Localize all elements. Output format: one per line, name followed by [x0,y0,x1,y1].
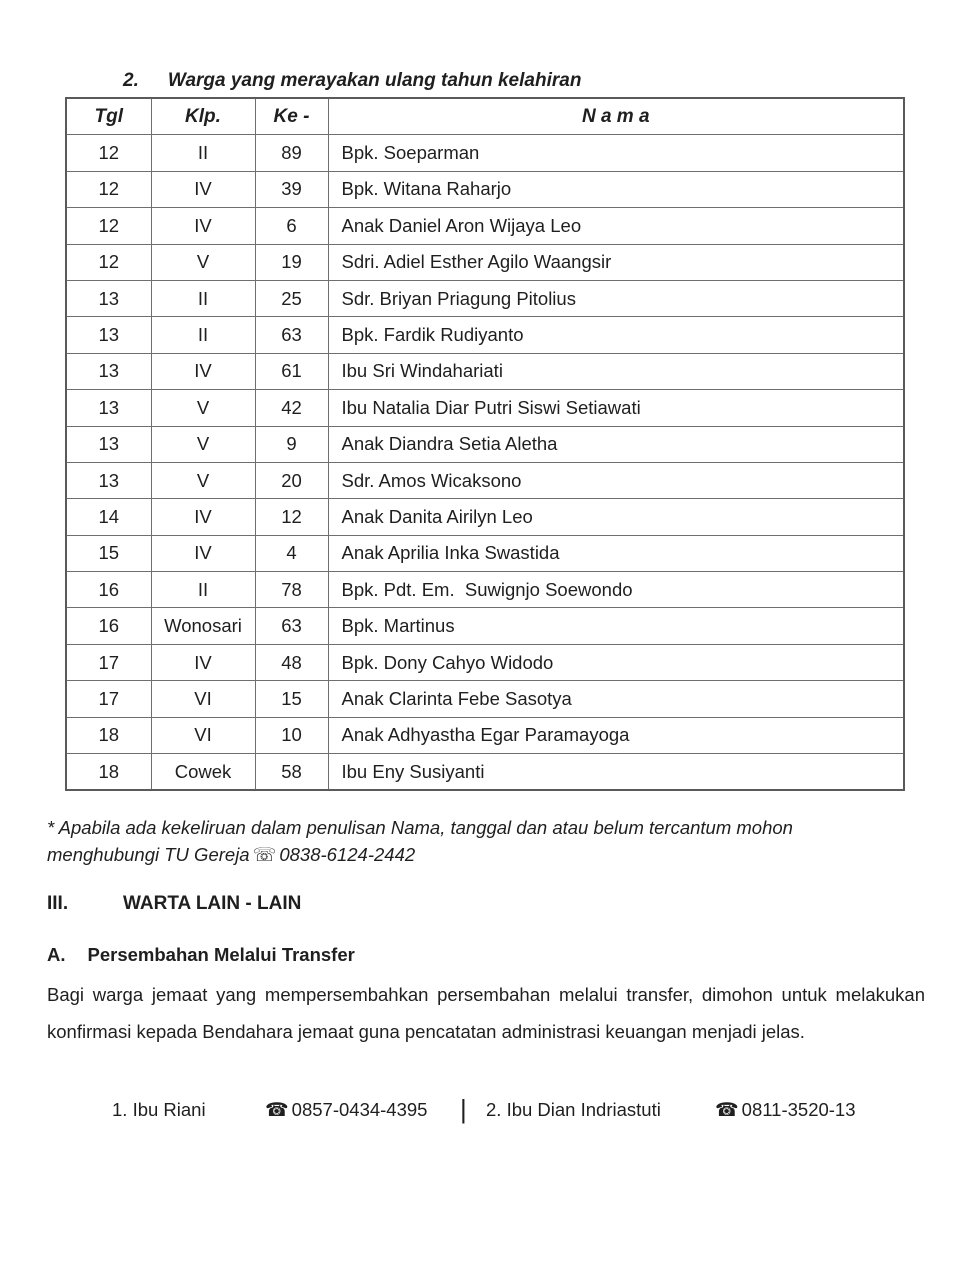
cell-nama: Bpk. Soeparman [328,135,904,171]
cell-ke: 19 [255,244,328,280]
cell-klp: VI [151,681,255,717]
table-row [66,717,904,753]
telephone-icon: ☎ [715,1099,739,1121]
cell-klp: II [151,280,255,316]
table-row [66,572,904,608]
cell-tgl: 13 [66,390,151,426]
cell-nama: Bpk. Fardik Rudiyanto [328,317,904,353]
cell-ke: 63 [255,317,328,353]
cell-ke: 42 [255,390,328,426]
cell-klp: Cowek [151,754,255,791]
cell-klp: V [151,244,255,280]
cell-tgl: 18 [66,754,151,791]
table-row [66,353,904,389]
cell-nama: Anak Daniel Aron Wijaya Leo [328,208,904,244]
cell-nama: Ibu Sri Windahariati [328,353,904,389]
cell-klp: IV [151,171,255,207]
cell-nama: Sdr. Amos Wicaksono [328,462,904,498]
treasurer-contacts [0,1096,975,1128]
cell-klp: V [151,390,255,426]
table-row [66,608,904,644]
footnote-line2-text: menghubungi TU Gereja [47,844,250,865]
birthday-table [65,97,905,791]
header-ke: Ke - [255,98,328,135]
header-tgl: Tgl [66,98,151,135]
table-row [66,135,904,171]
cell-nama: Ibu Eny Susiyanti [328,754,904,791]
cell-ke: 25 [255,280,328,316]
cell-klp: II [151,135,255,171]
cell-ke: 78 [255,572,328,608]
cell-tgl: 17 [66,681,151,717]
birthday-section-heading [123,70,581,92]
contact-2-name: 2. Ibu Dian Indriastuti [486,1099,661,1120]
cell-ke: 58 [255,754,328,791]
cell-nama: Bpk. Witana Raharjo [328,171,904,207]
contact-1-name: 1. Ibu Riani [112,1099,206,1120]
cell-tgl: 16 [66,608,151,644]
cell-nama: Anak Diandra Setia Aletha [328,426,904,462]
cell-nama: Ibu Natalia Diar Putri Siswi Setiawati [328,390,904,426]
cell-klp: V [151,426,255,462]
transfer-paragraph: Bagi warga jemaat yang mempersembahkan persembahan melalui transfer, dimohon untuk melakukan konfirmasi kepada Bendahara jemaat guna pencatatan administrasi keuangan menjadi jelas. [47,984,925,1042]
cell-tgl: 12 [66,171,151,207]
cell-tgl: 14 [66,499,151,535]
table-row [66,535,904,571]
subsection-title: Persembahan Melalui Transfer [87,944,355,965]
cell-klp: IV [151,499,255,535]
cell-nama: Bpk. Martinus [328,608,904,644]
cell-tgl: 15 [66,535,151,571]
cell-ke: 39 [255,171,328,207]
footnote-line2 [47,841,887,869]
cell-klp: IV [151,535,255,571]
cell-tgl: 12 [66,208,151,244]
cell-ke: 12 [255,499,328,535]
cell-ke: 9 [255,426,328,462]
cell-tgl: 13 [66,353,151,389]
cell-klp: IV [151,208,255,244]
contacts-separator: | [460,1094,467,1124]
table-row [66,171,904,207]
table-row [66,244,904,280]
cell-nama: Anak Adhyastha Egar Paramayoga [328,717,904,753]
table-footnote [47,814,887,869]
cell-ke: 20 [255,462,328,498]
cell-tgl: 13 [66,462,151,498]
table-row [66,317,904,353]
contact-1-phone [262,1099,427,1121]
cell-klp: VI [151,717,255,753]
cell-nama: Bpk. Pdt. Em. Suwignjo Soewondo [328,572,904,608]
cell-nama: Bpk. Dony Cahyo Widodo [328,644,904,680]
cell-ke: 10 [255,717,328,753]
cell-klp: IV [151,353,255,389]
cell-ke: 61 [255,353,328,389]
table-row [66,644,904,680]
cell-ke: 63 [255,608,328,644]
heading-title: Warga yang merayakan ulang tahun kelahiran [167,70,582,91]
section-title: WARTA LAIN - LAIN [123,893,302,914]
cell-nama: Anak Danita Airilyn Leo [328,499,904,535]
cell-klp: Wonosari [151,608,255,644]
section-number: III. [47,893,69,914]
cell-nama: Sdri. Adiel Esther Agilo Waangsir [328,244,904,280]
contact-2-phone-number: 0811-3520-13 [741,1099,856,1120]
subsection-label: A. [47,944,66,965]
table-row [66,208,904,244]
table-header-row [66,98,904,135]
cell-ke: 89 [255,135,328,171]
cell-klp: V [151,462,255,498]
cell-nama: Anak Clarinta Febe Sasotya [328,681,904,717]
telephone-icon: ☎ [265,1099,289,1121]
cell-klp: II [151,572,255,608]
cell-ke: 48 [255,644,328,680]
section-warta-lain-heading [47,893,301,915]
cell-klp: II [151,317,255,353]
table-row [66,754,904,791]
table-row [66,280,904,316]
cell-klp: IV [151,644,255,680]
cell-nama: Anak Aprilia Inka Swastida [328,535,904,571]
telephone-icon: ☏ [252,844,277,866]
cell-tgl: 16 [66,572,151,608]
table-row [66,681,904,717]
table-row [66,390,904,426]
cell-tgl: 13 [66,280,151,316]
heading-number: 2. [123,70,139,91]
footnote-phone-number: 0838-6124-2442 [279,844,416,865]
cell-tgl: 12 [66,135,151,171]
table-row [66,499,904,535]
cell-ke: 4 [255,535,328,571]
cell-tgl: 18 [66,717,151,753]
cell-ke: 15 [255,681,328,717]
cell-tgl: 13 [66,317,151,353]
table-row [66,462,904,498]
cell-tgl: 13 [66,426,151,462]
subsection-transfer-heading [47,944,355,966]
table-row [66,426,904,462]
header-nama: N a m a [328,98,904,135]
cell-tgl: 17 [66,644,151,680]
cell-nama: Sdr. Briyan Priagung Pitolius [328,280,904,316]
cell-tgl: 12 [66,244,151,280]
contact-1-phone-number: 0857-0434-4395 [291,1099,428,1120]
contact-2-phone [712,1099,856,1121]
cell-ke: 6 [255,208,328,244]
header-klp: Klp. [151,98,255,135]
footnote-line1: * Apabila ada kekeliruan dalam penulisan Nama, tanggal dan atau belum tercantum mohon [47,817,793,838]
